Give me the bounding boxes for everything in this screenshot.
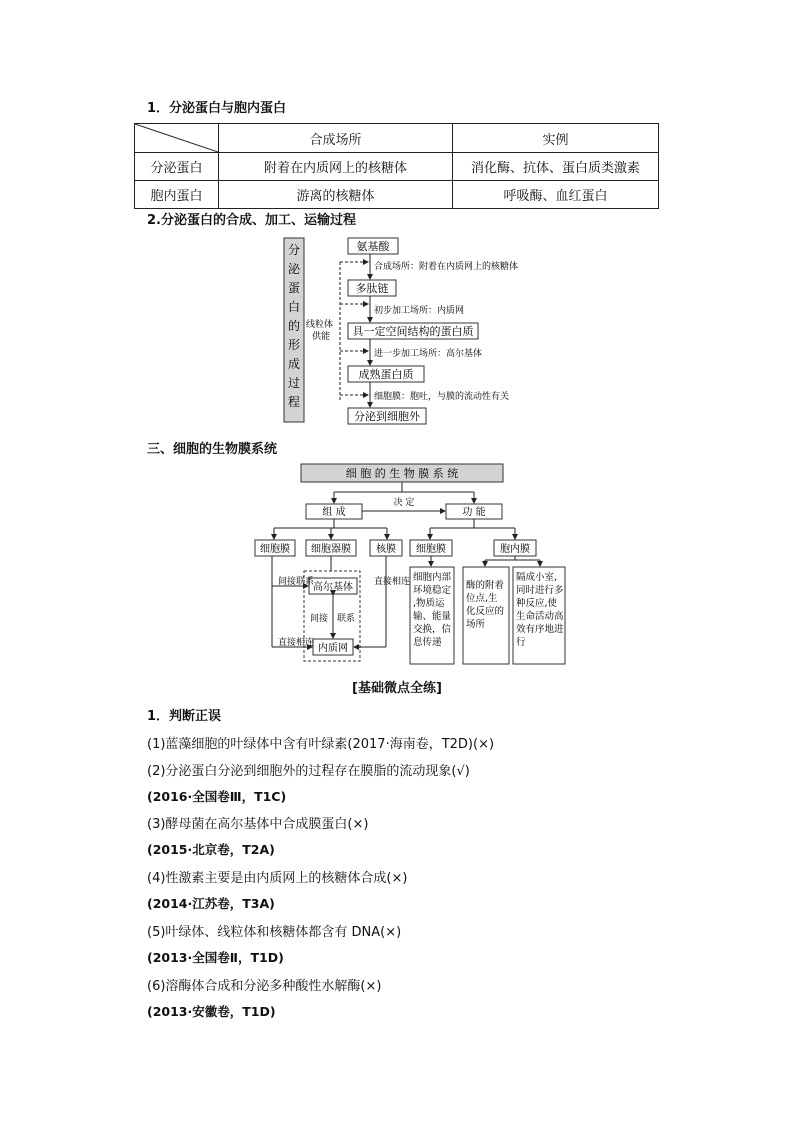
step-note: 进一步加工场所：高尔基体 <box>374 349 483 359</box>
practice-source-6: (2013·安徽卷，T1D) <box>147 1004 276 1019</box>
practice-item-2: (2)分泌蛋白分泌到细胞外的过程存在膜脂的流动现象(√) <box>147 764 470 779</box>
table-row <box>135 181 659 209</box>
membrane-label: 核膜 <box>376 544 396 555</box>
practice-item-1: (1)蓝藻细胞的叶绿体中含有叶绿素(2017·海南卷，T2D)(×) <box>147 737 495 752</box>
col-header-example: 实例 <box>453 124 659 153</box>
golgi-label: 高尔基体 <box>313 582 353 593</box>
practice-banner: [基础微点全练] <box>352 681 442 696</box>
side-title: 分泌蛋白的形成过程 <box>287 243 301 409</box>
contact-label: 联系 <box>337 614 356 624</box>
practice-source-2: (2016·全国卷Ⅲ，T1C) <box>147 789 287 804</box>
row-site: 游离的核糖体 <box>219 181 453 209</box>
practice-item-3: (3)酵母菌在高尔基体中合成膜蛋白(×) <box>147 817 369 832</box>
membrane-system-diagram <box>250 458 580 673</box>
system-title: 细 胞 的 生 物 膜 系 统 <box>345 467 459 480</box>
row-name: 分泌蛋白 <box>135 153 219 181</box>
step-label: 分泌到细胞外 <box>354 410 420 423</box>
section1-heading: 1．分泌蛋白与胞内蛋白 <box>147 101 287 116</box>
step-note: 细胞膜：胞吐，与膜的流动性有关 <box>374 392 510 402</box>
step-note: 合成场所：附着在内质网上的核糖体 <box>374 262 519 272</box>
composition-label: 组 成 <box>322 507 346 518</box>
function-item-label: 细胞膜 <box>416 544 446 555</box>
membrane-label: 细胞器膜 <box>311 544 351 555</box>
mito-label: 线粒体 <box>306 320 334 330</box>
section3-heading: 三、细胞的生物膜系统 <box>147 442 278 457</box>
protein-table <box>134 123 659 209</box>
er-label: 内质网 <box>318 643 348 654</box>
function-detail-text: 酶的附着位点,生化反应的场所 <box>466 580 505 630</box>
col-header-site: 合成场所 <box>219 124 453 153</box>
practice-item-5: (5)叶绿体、线粒体和核糖体都含有 DNA(×) <box>147 925 402 940</box>
row-example: 消化酶、抗体、蛋白质类激素 <box>453 153 659 181</box>
row-name: 胞内蛋白 <box>135 181 219 209</box>
practice-item-4: (4)性激素主要是由内质网上的核糖体合成(×) <box>147 871 408 886</box>
function-detail-text: 隔成小室,同时进行多种反应,使生命活动高效有序地进行 <box>516 572 564 648</box>
table-row <box>135 153 659 181</box>
energy-label: 供能 <box>312 332 331 342</box>
practice-source-3: (2015·北京卷，T2A) <box>147 842 275 857</box>
step-label: 成熟蛋白质 <box>358 368 414 381</box>
diagonal-line <box>135 124 218 152</box>
section2-heading: 2.分泌蛋白的合成、加工、运输过程 <box>147 213 356 228</box>
row-site: 附着在内质网上的核糖体 <box>219 153 453 181</box>
direct-connect-right-label: 直接相连 <box>374 577 411 587</box>
indirect-label: 间接 <box>310 614 329 624</box>
decides-label: 决 定 <box>393 498 415 508</box>
table-header-row <box>135 124 659 153</box>
step-label: 具一定空间结构的蛋白质 <box>352 325 474 338</box>
step-label: 多肽链 <box>355 282 389 295</box>
function-item-label: 胞内膜 <box>500 544 530 555</box>
diagonal-header-cell <box>135 124 219 153</box>
practice-item-6: (6)溶酶体合成和分泌多种酸性水解酶(×) <box>147 979 382 994</box>
practice-source-5: (2013·全国卷Ⅱ，T1D) <box>147 950 284 965</box>
membrane-label: 细胞膜 <box>260 544 290 555</box>
practice-heading: 1．判断正误 <box>147 709 222 724</box>
indirect-contact-label: 间接联系 <box>278 577 315 587</box>
function-detail-text: 细胞内部环境稳定,物质运输、能量交换，信息传递 <box>413 572 452 648</box>
direct-connect-left-label: 直接相连 <box>278 638 315 648</box>
practice-source-4: (2014·江苏卷，T3A) <box>147 896 275 911</box>
step-note: 初步加工场所：内质网 <box>374 306 465 316</box>
step-label: 氨基酸 <box>356 240 390 253</box>
row-example: 呼吸酶、血红蛋白 <box>453 181 659 209</box>
secretion-flow-diagram <box>280 232 550 432</box>
function-label: 功 能 <box>462 507 486 518</box>
